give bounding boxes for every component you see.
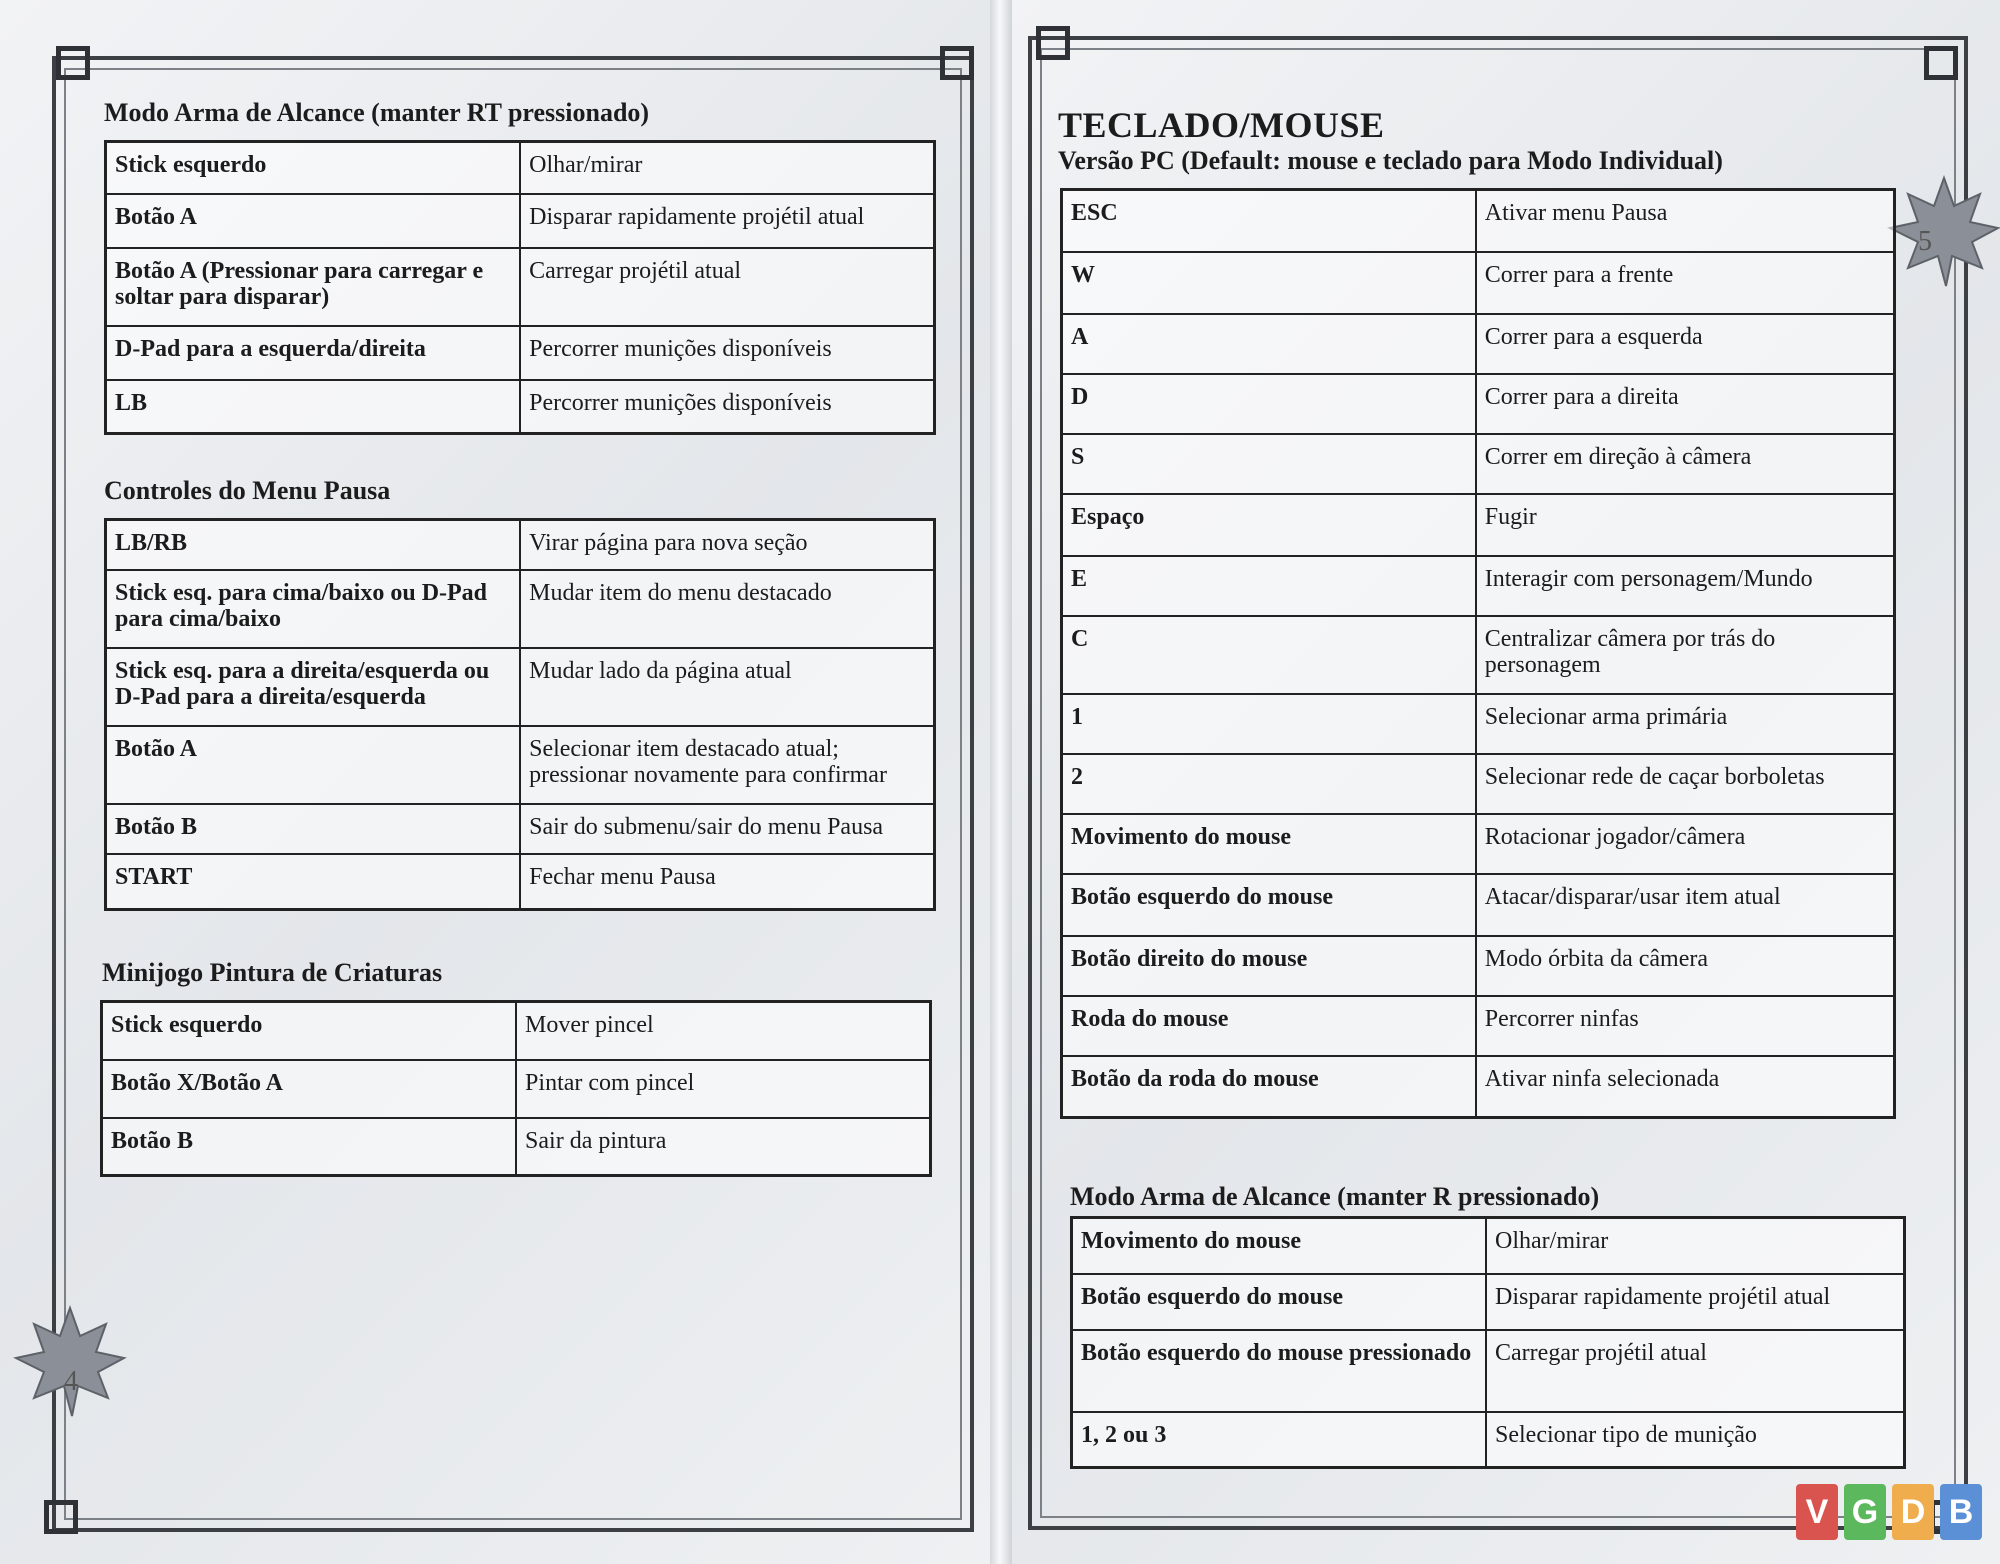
control-action-cell: Correr para a frente	[1476, 252, 1895, 314]
table-row	[106, 380, 935, 434]
table-row	[106, 570, 935, 648]
control-action-cell: Correr para a direita	[1476, 374, 1895, 434]
control-action-cell: Atacar/disparar/usar item atual	[1476, 874, 1895, 936]
control-key-cell: Stick esquerdo	[106, 142, 521, 194]
maple-leaf-icon	[10, 1300, 130, 1420]
control-action-cell: Pintar com pincel	[516, 1060, 930, 1118]
control-key-cell: Botão A (Pressionar para carregar e soltar para disparar)	[106, 248, 521, 326]
control-action-cell: Selecionar arma primária	[1476, 694, 1895, 754]
table-row	[102, 1002, 931, 1060]
control-key-cell: S	[1062, 434, 1476, 494]
control-key-cell: 2	[1062, 754, 1476, 814]
control-key-cell: 1, 2 ou 3	[1072, 1412, 1487, 1468]
table-row	[1062, 252, 1895, 314]
control-action-cell: Centralizar câmera por trás do personagem	[1476, 616, 1895, 694]
table-row	[1062, 314, 1895, 374]
table-row	[106, 854, 935, 910]
control-key-cell: ESC	[1062, 190, 1476, 252]
control-key-cell: LB/RB	[106, 520, 521, 570]
control-key-cell: Botão esquerdo do mouse	[1072, 1274, 1487, 1330]
control-key-cell: D	[1062, 374, 1476, 434]
control-key-cell: Botão esquerdo do mouse	[1062, 874, 1476, 936]
frame-corner-ornament	[1036, 26, 1070, 60]
book-spine	[990, 0, 1012, 1564]
control-action-cell: Sair do submenu/sair do menu Pausa	[520, 804, 934, 854]
frame-corner-ornament	[44, 1500, 78, 1534]
table-row	[1062, 936, 1895, 996]
table-row	[1062, 556, 1895, 616]
control-key-cell: C	[1062, 616, 1476, 694]
control-action-cell: Sair da pintura	[516, 1118, 930, 1176]
control-key-cell: Movimento do mouse	[1062, 814, 1476, 874]
table-row	[106, 194, 935, 248]
table-row	[102, 1060, 931, 1118]
control-key-cell: Botão B	[102, 1118, 517, 1176]
table-row	[106, 520, 935, 570]
controls-table-keyboard-mouse	[1060, 188, 1896, 1119]
control-action-cell: Percorrer ninfas	[1476, 996, 1895, 1056]
controls-table-ranged-console	[104, 140, 936, 435]
control-action-cell: Percorrer munições disponíveis	[520, 380, 934, 434]
control-action-cell: Fugir	[1476, 494, 1895, 556]
section-title-pause-menu: Controles do Menu Pausa	[104, 476, 391, 505]
table-row	[106, 142, 935, 194]
control-action-cell: Selecionar tipo de munição	[1486, 1412, 1904, 1468]
control-key-cell: Botão A	[106, 194, 521, 248]
table-row	[106, 326, 935, 380]
control-key-cell: Botão da roda do mouse	[1062, 1056, 1476, 1118]
control-action-cell: Percorrer munições disponíveis	[520, 326, 934, 380]
table-row	[1062, 694, 1895, 754]
control-key-cell: LB	[106, 380, 521, 434]
table-row	[1062, 1056, 1895, 1118]
control-action-cell: Carregar projétil atual	[1486, 1330, 1904, 1412]
control-key-cell: Espaço	[1062, 494, 1476, 556]
table-row	[106, 248, 935, 326]
section-title-ranged-console: Modo Arma de Alcance (manter RT pressionado)	[104, 98, 650, 127]
table-row	[1062, 494, 1895, 556]
control-key-cell: D-Pad para a esquerda/direita	[106, 326, 521, 380]
table-row	[1062, 754, 1895, 814]
control-key-cell: E	[1062, 556, 1476, 616]
table-row	[1062, 874, 1895, 936]
control-action-cell: Selecionar item destacado atual; pressionar novamente para confirmar	[520, 726, 934, 804]
control-action-cell: Interagir com personagem/Mundo	[1476, 556, 1895, 616]
control-action-cell: Carregar projétil atual	[520, 248, 934, 326]
control-key-cell: Stick esq. para a direita/esquerda ou D-Pad para a direita/esquerda	[106, 648, 521, 726]
control-key-cell: A	[1062, 314, 1476, 374]
table-row	[1072, 1412, 1905, 1468]
page-number-left: 4	[64, 1366, 78, 1397]
frame-corner-ornament	[56, 46, 90, 80]
maple-leaf-icon	[1884, 170, 2000, 290]
table-row	[1072, 1218, 1905, 1274]
control-key-cell: W	[1062, 252, 1476, 314]
table-row	[1062, 374, 1895, 434]
control-action-cell: Correr em direção à câmera	[1476, 434, 1895, 494]
table-row	[106, 648, 935, 726]
controls-table-ranged-pc	[1070, 1216, 1906, 1469]
controls-table-painting-minigame	[100, 1000, 932, 1177]
control-action-cell: Mover pincel	[516, 1002, 930, 1060]
control-action-cell: Fechar menu Pausa	[520, 854, 934, 910]
watermark-letter: B	[1940, 1484, 1982, 1540]
control-key-cell: Botão B	[106, 804, 521, 854]
table-row	[1062, 996, 1895, 1056]
controls-table-pause-menu	[104, 518, 936, 911]
section-title-ranged-pc: Modo Arma de Alcance (manter R pressionado)	[1070, 1182, 1600, 1211]
section-title-painting-minigame: Minijogo Pintura de Criaturas	[102, 958, 443, 987]
control-key-cell: Botão X/Botão A	[102, 1060, 517, 1118]
control-key-cell: Botão A	[106, 726, 521, 804]
control-action-cell: Selecionar rede de caçar borboletas	[1476, 754, 1895, 814]
control-key-cell: Roda do mouse	[1062, 996, 1476, 1056]
control-action-cell: Olhar/mirar	[1486, 1218, 1904, 1274]
control-key-cell: Botão esquerdo do mouse pressionado	[1072, 1330, 1487, 1412]
table-row	[1072, 1330, 1905, 1412]
frame-corner-ornament	[1924, 46, 1958, 80]
page-title: TECLADO/MOUSE	[1058, 105, 1385, 145]
watermark-letter: G	[1844, 1484, 1886, 1540]
watermark-letter: D	[1892, 1484, 1934, 1540]
table-row	[1062, 814, 1895, 874]
table-row	[1062, 616, 1895, 694]
table-row	[106, 726, 935, 804]
control-key-cell: Stick esq. para cima/baixo ou D-Pad para cima/baixo	[106, 570, 521, 648]
control-action-cell: Mudar lado da página atual	[520, 648, 934, 726]
frame-corner-ornament	[940, 46, 974, 80]
table-row	[1072, 1274, 1905, 1330]
control-action-cell: Disparar rapidamente projétil atual	[520, 194, 934, 248]
control-action-cell: Mudar item do menu destacado	[520, 570, 934, 648]
table-row	[1062, 434, 1895, 494]
control-action-cell: Modo órbita da câmera	[1476, 936, 1895, 996]
table-row	[106, 804, 935, 854]
control-action-cell: Olhar/mirar	[520, 142, 934, 194]
control-key-cell: Stick esquerdo	[102, 1002, 517, 1060]
control-action-cell: Correr para a esquerda	[1476, 314, 1895, 374]
control-action-cell: Rotacionar jogador/câmera	[1476, 814, 1895, 874]
page-subtitle: Versão PC (Default: mouse e teclado para Modo Individual)	[1058, 146, 1723, 175]
control-key-cell: START	[106, 854, 521, 910]
control-action-cell: Disparar rapidamente projétil atual	[1486, 1274, 1904, 1330]
table-row	[1062, 190, 1895, 252]
control-action-cell: Ativar ninfa selecionada	[1476, 1056, 1895, 1118]
page-number-right: 5	[1918, 226, 1932, 257]
control-action-cell: Ativar menu Pausa	[1476, 190, 1895, 252]
vgdb-watermark-logo	[1796, 1484, 1982, 1540]
control-key-cell: Movimento do mouse	[1072, 1218, 1487, 1274]
table-row	[102, 1118, 931, 1176]
watermark-letter: V	[1796, 1484, 1838, 1540]
control-action-cell: Virar página para nova seção	[520, 520, 934, 570]
control-key-cell: Botão direito do mouse	[1062, 936, 1476, 996]
control-key-cell: 1	[1062, 694, 1476, 754]
